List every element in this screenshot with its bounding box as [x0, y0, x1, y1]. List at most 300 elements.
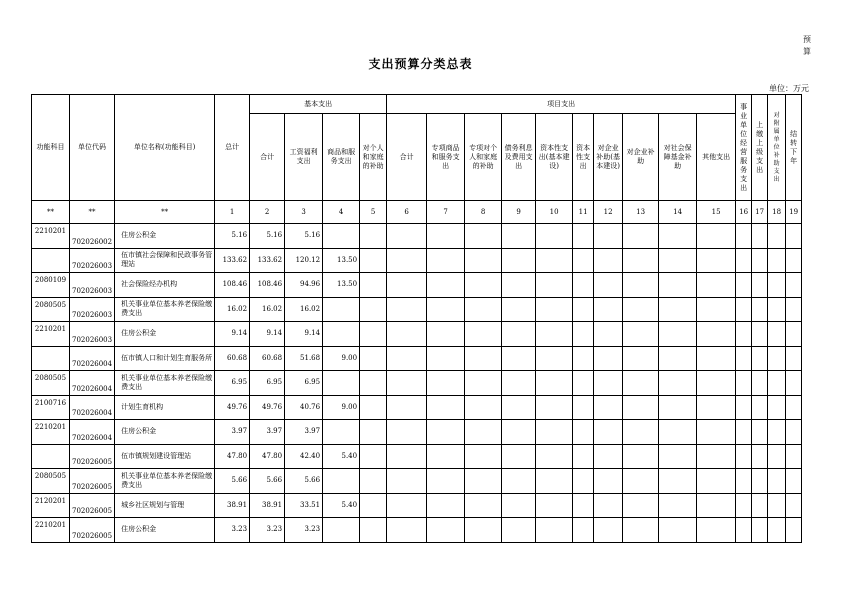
empty-cell	[736, 346, 752, 371]
empty-cell	[573, 395, 594, 420]
empty-cell	[623, 371, 659, 396]
empty-cell	[697, 444, 736, 469]
unit-code-cell: 702026003	[70, 297, 115, 322]
index-row	[32, 201, 802, 224]
index-cell: 10	[536, 201, 573, 224]
empty-cell	[427, 322, 465, 347]
empty-cell	[427, 518, 465, 543]
goods-cell: 5.40	[323, 493, 360, 518]
func-code-cell: 2080505	[32, 371, 70, 396]
empty-cell	[502, 322, 536, 347]
unit-code-cell: 702026005	[70, 493, 115, 518]
empty-cell	[427, 371, 465, 396]
empty-cell	[786, 273, 802, 298]
index-cell: 2	[250, 201, 285, 224]
empty-cell	[768, 346, 786, 371]
goods-cell	[323, 322, 360, 347]
empty-cell	[752, 420, 768, 445]
empty-cell	[768, 248, 786, 273]
empty-cell	[736, 371, 752, 396]
total-cell: 9.14	[215, 322, 250, 347]
empty-cell	[594, 420, 623, 445]
empty-cell	[623, 273, 659, 298]
empty-cell	[623, 469, 659, 494]
total-cell: 133.62	[215, 248, 250, 273]
empty-cell	[768, 273, 786, 298]
index-cell: 4	[323, 201, 360, 224]
table-row	[32, 420, 802, 445]
empty-cell	[659, 371, 697, 396]
basic-sum-cell: 3.97	[250, 420, 285, 445]
empty-cell	[573, 322, 594, 347]
index-cell: 3	[285, 201, 323, 224]
empty-cell	[736, 395, 752, 420]
empty-cell	[623, 248, 659, 273]
total-cell: 6.95	[215, 371, 250, 396]
empty-cell	[752, 395, 768, 420]
empty-cell	[465, 273, 502, 298]
empty-cell	[465, 297, 502, 322]
unit-name-cell: 住房公积金	[115, 420, 215, 445]
table-row	[32, 493, 802, 518]
empty-cell	[536, 371, 573, 396]
empty-cell	[573, 469, 594, 494]
empty-cell	[659, 297, 697, 322]
empty-cell	[736, 444, 752, 469]
func-code-cell: 2100716	[32, 395, 70, 420]
header-subsidiary: 对附属单位补助支出	[768, 95, 786, 201]
header-func: 功能科目	[32, 95, 70, 201]
basic-sum-cell: 5.16	[250, 224, 285, 249]
empty-cell	[768, 224, 786, 249]
unit-name-cell: 城乡社区规划与管理	[115, 493, 215, 518]
empty-cell	[786, 297, 802, 322]
wages-cell: 42.40	[285, 444, 323, 469]
table-row	[32, 248, 802, 273]
empty-cell	[387, 469, 427, 494]
empty-cell	[502, 493, 536, 518]
func-code-cell	[32, 444, 70, 469]
empty-cell	[697, 248, 736, 273]
empty-cell	[659, 469, 697, 494]
empty-cell	[752, 518, 768, 543]
header-debt: 债务利息及费用支出	[502, 114, 536, 201]
empty-cell	[786, 346, 802, 371]
table-row	[32, 224, 802, 249]
empty-cell	[387, 273, 427, 298]
empty-cell	[360, 297, 387, 322]
wages-cell: 40.76	[285, 395, 323, 420]
table-row	[32, 322, 802, 347]
unit-code-cell: 702026003	[70, 248, 115, 273]
goods-cell: 9.00	[323, 395, 360, 420]
empty-cell	[594, 224, 623, 249]
header-social-fund: 对社会保障基金补助	[659, 114, 697, 201]
empty-cell	[465, 469, 502, 494]
empty-cell	[659, 248, 697, 273]
basic-sum-cell: 16.02	[250, 297, 285, 322]
empty-cell	[786, 224, 802, 249]
empty-cell	[502, 518, 536, 543]
empty-cell	[502, 273, 536, 298]
unit-code-cell: 702026004	[70, 346, 115, 371]
empty-cell	[752, 346, 768, 371]
index-cell: 9	[502, 201, 536, 224]
total-cell: 60.68	[215, 346, 250, 371]
empty-cell	[387, 322, 427, 347]
table-row	[32, 444, 802, 469]
empty-cell	[697, 322, 736, 347]
empty-cell	[697, 518, 736, 543]
table-row	[32, 273, 802, 298]
empty-cell	[573, 346, 594, 371]
empty-cell	[594, 273, 623, 298]
index-cell: 18	[768, 201, 786, 224]
empty-cell	[536, 297, 573, 322]
goods-cell	[323, 469, 360, 494]
header-basic: 基本支出	[250, 95, 387, 114]
empty-cell	[502, 248, 536, 273]
table-row	[32, 297, 802, 322]
wages-cell: 120.12	[285, 248, 323, 273]
empty-cell	[465, 444, 502, 469]
empty-cell	[427, 297, 465, 322]
total-cell: 38.91	[215, 493, 250, 518]
empty-cell	[736, 322, 752, 347]
total-cell: 16.02	[215, 297, 250, 322]
empty-cell	[427, 248, 465, 273]
empty-cell	[786, 444, 802, 469]
total-cell: 5.66	[215, 469, 250, 494]
empty-cell	[736, 518, 752, 543]
empty-cell	[768, 420, 786, 445]
table-row	[32, 346, 802, 371]
empty-cell	[465, 420, 502, 445]
empty-cell	[786, 248, 802, 273]
empty-cell	[697, 273, 736, 298]
empty-cell	[465, 493, 502, 518]
empty-cell	[502, 224, 536, 249]
empty-cell	[594, 518, 623, 543]
empty-cell	[387, 395, 427, 420]
empty-cell	[573, 444, 594, 469]
empty-cell	[786, 322, 802, 347]
header-other: 其他支出	[697, 114, 736, 201]
empty-cell	[594, 444, 623, 469]
empty-cell	[659, 346, 697, 371]
index-cell: 8	[465, 201, 502, 224]
table-row	[32, 395, 802, 420]
basic-sum-cell: 133.62	[250, 248, 285, 273]
goods-cell: 13.50	[323, 248, 360, 273]
empty-cell	[659, 395, 697, 420]
empty-cell	[736, 420, 752, 445]
wages-cell: 6.95	[285, 371, 323, 396]
goods-cell	[323, 297, 360, 322]
empty-cell	[736, 273, 752, 298]
empty-cell	[659, 322, 697, 347]
total-cell: 3.23	[215, 518, 250, 543]
empty-cell	[360, 224, 387, 249]
total-cell: 47.80	[215, 444, 250, 469]
empty-cell	[465, 224, 502, 249]
empty-cell	[752, 224, 768, 249]
empty-cell	[623, 444, 659, 469]
empty-cell	[623, 493, 659, 518]
unit-name-cell: 机关事业单位基本养老保险缴费支出	[115, 371, 215, 396]
goods-cell	[323, 420, 360, 445]
empty-cell	[360, 395, 387, 420]
index-cell: 17	[752, 201, 768, 224]
empty-cell	[594, 493, 623, 518]
empty-cell	[465, 248, 502, 273]
empty-cell	[786, 493, 802, 518]
basic-sum-cell: 108.46	[250, 273, 285, 298]
empty-cell	[502, 444, 536, 469]
index-cell: **	[70, 201, 115, 224]
index-cell: 11	[573, 201, 594, 224]
func-code-cell	[32, 346, 70, 371]
header-unit-name: 单位名称(功能科目)	[115, 95, 215, 201]
empty-cell	[360, 469, 387, 494]
wages-cell: 51.68	[285, 346, 323, 371]
index-cell: **	[115, 201, 215, 224]
empty-cell	[659, 444, 697, 469]
index-cell: **	[32, 201, 70, 224]
header-unit-code: 单位代码	[70, 95, 115, 201]
empty-cell	[594, 297, 623, 322]
empty-cell	[752, 297, 768, 322]
func-code-cell: 2210201	[32, 518, 70, 543]
unit-code-cell: 702026005	[70, 518, 115, 543]
empty-cell	[502, 297, 536, 322]
empty-cell	[573, 518, 594, 543]
basic-sum-cell: 38.91	[250, 493, 285, 518]
unit-code-cell: 702026004	[70, 371, 115, 396]
goods-cell: 13.50	[323, 273, 360, 298]
total-cell: 49.76	[215, 395, 250, 420]
empty-cell	[697, 371, 736, 396]
unit-name-cell: 机关事业单位基本养老保险缴费支出	[115, 297, 215, 322]
table-row	[32, 371, 802, 396]
empty-cell	[360, 420, 387, 445]
empty-cell	[427, 444, 465, 469]
empty-cell	[536, 395, 573, 420]
unit-name-cell: 住房公积金	[115, 518, 215, 543]
empty-cell	[697, 297, 736, 322]
corner-label: 预算	[803, 35, 811, 56]
total-cell: 3.97	[215, 420, 250, 445]
unit-code-cell: 702026003	[70, 322, 115, 347]
wages-cell: 33.51	[285, 493, 323, 518]
header-enterprise-build: 对企业补助(基本建设)	[594, 114, 623, 201]
empty-cell	[502, 346, 536, 371]
empty-cell	[768, 322, 786, 347]
basic-sum-cell: 9.14	[250, 322, 285, 347]
empty-cell	[697, 224, 736, 249]
unit-code-cell: 702026005	[70, 469, 115, 494]
header-total: 总计	[215, 95, 250, 201]
goods-cell: 9.00	[323, 346, 360, 371]
header-superior: 上缴上级支出	[752, 95, 768, 201]
empty-cell	[786, 371, 802, 396]
empty-cell	[786, 518, 802, 543]
empty-cell	[786, 469, 802, 494]
empty-cell	[427, 493, 465, 518]
empty-cell	[768, 371, 786, 396]
empty-cell	[768, 297, 786, 322]
empty-cell	[536, 444, 573, 469]
func-code-cell: 2210201	[32, 420, 70, 445]
empty-cell	[387, 371, 427, 396]
index-cell: 7	[427, 201, 465, 224]
empty-cell	[360, 346, 387, 371]
empty-cell	[536, 469, 573, 494]
unit-code-cell: 702026004	[70, 420, 115, 445]
unit-name-cell: 社会保险经办机构	[115, 273, 215, 298]
empty-cell	[573, 420, 594, 445]
empty-cell	[594, 248, 623, 273]
unit-name-cell: 伍市镇社会保障和民政事务管理站	[115, 248, 215, 273]
empty-cell	[623, 297, 659, 322]
empty-cell	[387, 518, 427, 543]
empty-cell	[360, 371, 387, 396]
empty-cell	[427, 346, 465, 371]
empty-cell	[465, 518, 502, 543]
goods-cell	[323, 518, 360, 543]
empty-cell	[768, 493, 786, 518]
empty-cell	[360, 322, 387, 347]
empty-cell	[360, 248, 387, 273]
header-personal: 对个人和家庭的补助	[360, 114, 387, 201]
empty-cell	[387, 248, 427, 273]
empty-cell	[573, 297, 594, 322]
empty-cell	[360, 444, 387, 469]
empty-cell	[465, 371, 502, 396]
goods-cell	[323, 224, 360, 249]
empty-cell	[502, 469, 536, 494]
empty-cell	[502, 420, 536, 445]
header-carryover: 结转下年	[786, 95, 802, 201]
empty-cell	[623, 224, 659, 249]
index-cell: 15	[697, 201, 736, 224]
unit-code-cell: 702026002	[70, 224, 115, 249]
empty-cell	[752, 469, 768, 494]
empty-cell	[697, 346, 736, 371]
empty-cell	[768, 395, 786, 420]
empty-cell	[768, 444, 786, 469]
func-code-cell: 2080505	[32, 469, 70, 494]
empty-cell	[594, 346, 623, 371]
header-capital: 资本性支出	[573, 114, 594, 201]
header-basic-sum: 合计	[250, 114, 285, 201]
index-cell: 14	[659, 201, 697, 224]
header-goods: 商品和服务支出	[323, 114, 360, 201]
index-cell: 13	[623, 201, 659, 224]
table-row	[32, 518, 802, 543]
index-cell: 16	[736, 201, 752, 224]
header-project: 项目支出	[387, 95, 736, 114]
header-wages: 工资福利支出	[285, 114, 323, 201]
empty-cell	[752, 248, 768, 273]
budget-table	[31, 94, 802, 543]
empty-cell	[697, 493, 736, 518]
empty-cell	[465, 395, 502, 420]
index-cell: 6	[387, 201, 427, 224]
empty-cell	[752, 273, 768, 298]
empty-cell	[360, 518, 387, 543]
unit-code-cell: 702026003	[70, 273, 115, 298]
empty-cell	[594, 322, 623, 347]
unit-name-cell: 伍市镇规划建设管理站	[115, 444, 215, 469]
empty-cell	[736, 469, 752, 494]
empty-cell	[736, 248, 752, 273]
empty-cell	[387, 297, 427, 322]
wages-cell: 3.23	[285, 518, 323, 543]
func-code-cell: 2120201	[32, 493, 70, 518]
empty-cell	[387, 224, 427, 249]
empty-cell	[623, 322, 659, 347]
empty-cell	[536, 493, 573, 518]
empty-cell	[536, 273, 573, 298]
empty-cell	[697, 395, 736, 420]
wages-cell: 16.02	[285, 297, 323, 322]
wages-cell: 5.16	[285, 224, 323, 249]
empty-cell	[768, 469, 786, 494]
basic-sum-cell: 3.23	[250, 518, 285, 543]
func-code-cell: 2080505	[32, 297, 70, 322]
func-code-cell: 2210201	[32, 322, 70, 347]
empty-cell	[594, 469, 623, 494]
total-cell: 5.16	[215, 224, 250, 249]
header-proj-personal: 专项对个人和家庭的补助	[465, 114, 502, 201]
unit-name-cell: 计划生育机构	[115, 395, 215, 420]
wages-cell: 9.14	[285, 322, 323, 347]
empty-cell	[736, 493, 752, 518]
empty-cell	[427, 224, 465, 249]
header-proj-goods: 专项商品和服务支出	[427, 114, 465, 201]
index-cell: 5	[360, 201, 387, 224]
empty-cell	[387, 346, 427, 371]
empty-cell	[573, 248, 594, 273]
empty-cell	[752, 322, 768, 347]
empty-cell	[360, 493, 387, 518]
basic-sum-cell: 60.68	[250, 346, 285, 371]
empty-cell	[502, 371, 536, 396]
empty-cell	[536, 518, 573, 543]
empty-cell	[736, 224, 752, 249]
empty-cell	[573, 493, 594, 518]
empty-cell	[427, 469, 465, 494]
table-row	[32, 469, 802, 494]
empty-cell	[786, 395, 802, 420]
total-cell: 108.46	[215, 273, 250, 298]
empty-cell	[659, 420, 697, 445]
unit-name-cell: 住房公积金	[115, 224, 215, 249]
empty-cell	[659, 224, 697, 249]
empty-cell	[594, 371, 623, 396]
goods-cell	[323, 371, 360, 396]
empty-cell	[697, 469, 736, 494]
header-capital-build: 资本性支出(基本建设)	[536, 114, 573, 201]
empty-cell	[752, 444, 768, 469]
empty-cell	[387, 420, 427, 445]
unit-code-cell: 702026004	[70, 395, 115, 420]
empty-cell	[697, 420, 736, 445]
wages-cell: 3.97	[285, 420, 323, 445]
basic-sum-cell: 5.66	[250, 469, 285, 494]
unit-name-cell: 伍市镇人口和计划生育服务所	[115, 346, 215, 371]
